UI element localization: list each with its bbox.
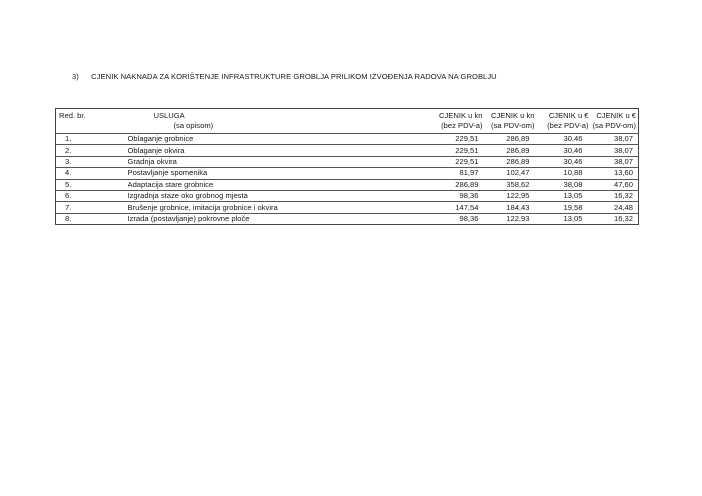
table-row — [56, 156, 639, 167]
row-kn-bez: 229,51 — [431, 134, 485, 145]
row-service: Brušenje grobnice, imitacija grobnice i okvira — [128, 202, 431, 213]
row-eur-sa: 24,48 — [591, 202, 639, 213]
header-kn-sa: CJENIK u kn — [491, 110, 535, 120]
row-number: 2. — [56, 145, 128, 156]
row-eur-sa: 38,07 — [591, 134, 639, 145]
table-row — [56, 202, 639, 213]
header-usluga: USLUGA — [153, 110, 185, 120]
row-number: 5. — [56, 179, 128, 190]
row-kn-sa: 286,89 — [485, 145, 537, 156]
row-number: 8. — [56, 213, 128, 224]
section-title: CJENIK NAKNADA ZA KORIŠTENJE INFRASTRUKTURE GROBLJA PRILIKOM IZVOĐENJA RADOVA NA GROBLJU — [91, 72, 497, 81]
header-eur-bez-sub: (bez PDV-a) — [547, 121, 589, 130]
header-eur-sa: CJENIK u € — [596, 110, 636, 120]
row-number: 4. — [56, 168, 128, 179]
table-row — [56, 190, 639, 201]
section-number: 3) — [72, 72, 79, 81]
row-number: 7. — [56, 202, 128, 213]
header-eur-bez: CJENIK u € — [548, 110, 589, 120]
table-row — [56, 179, 639, 190]
table-header-row — [56, 109, 639, 122]
row-eur-bez: 38,08 — [537, 179, 591, 190]
row-kn-sa: 102,47 — [485, 168, 537, 179]
row-eur-sa: 38,07 — [591, 156, 639, 167]
section-heading — [72, 72, 497, 81]
row-number: 1. — [56, 134, 128, 145]
row-number: 3. — [56, 156, 128, 167]
row-kn-bez: 147,54 — [431, 202, 485, 213]
header-usluga-sub: (sa opisom) — [173, 121, 214, 130]
row-kn-sa: 122,95 — [485, 190, 537, 201]
header-kn-sa-sub: (sa PDV-om) — [491, 121, 535, 130]
row-service: Adaptacija stare grobnice — [128, 179, 431, 190]
row-kn-sa: 286,89 — [485, 156, 537, 167]
row-eur-bez: 13,05 — [537, 213, 591, 224]
row-eur-sa: 13,60 — [591, 168, 639, 179]
row-eur-sa: 47,60 — [591, 179, 639, 190]
row-service: Postavljanje spomenika — [128, 168, 431, 179]
row-kn-sa: 184,43 — [485, 202, 537, 213]
row-kn-bez: 286,89 — [431, 179, 485, 190]
row-eur-bez: 30,46 — [537, 156, 591, 167]
header-kn-bez: CJENIK u kn — [439, 110, 483, 120]
row-kn-bez: 229,51 — [431, 145, 485, 156]
row-kn-bez: 229,51 — [431, 156, 485, 167]
row-kn-sa: 358,62 — [485, 179, 537, 190]
row-eur-sa: 16,32 — [591, 190, 639, 201]
table-row — [56, 213, 639, 224]
row-service: Gradnja okvira — [128, 156, 431, 167]
header-eur-sa-sub: (sa PDV-om) — [592, 121, 636, 130]
table-header-subrow — [56, 121, 639, 134]
price-table — [55, 108, 639, 225]
row-eur-bez: 13,05 — [537, 190, 591, 201]
price-table-body — [56, 109, 639, 225]
row-kn-sa: 122,93 — [485, 213, 537, 224]
header-red-br: Red. br. — [59, 110, 86, 120]
row-kn-bez: 98,36 — [431, 190, 485, 201]
header-kn-bez-sub: (bez PDV-a) — [441, 121, 483, 130]
row-eur-sa: 38,07 — [591, 145, 639, 156]
row-eur-bez: 30,46 — [537, 145, 591, 156]
row-service: Izrada (postavljanje) pokrovne ploče — [128, 213, 431, 224]
row-kn-bez: 81,97 — [431, 168, 485, 179]
row-service: Oblaganje grobnice — [128, 134, 431, 145]
row-service: Oblaganje okvira — [128, 145, 431, 156]
table-row — [56, 145, 639, 156]
row-service: Izgradnja staze oko grobnog mjesta — [128, 190, 431, 201]
row-kn-sa: 286,89 — [485, 134, 537, 145]
row-kn-bez: 98,36 — [431, 213, 485, 224]
row-eur-bez: 30,46 — [537, 134, 591, 145]
row-eur-bez: 19,58 — [537, 202, 591, 213]
row-number: 6. — [56, 190, 128, 201]
row-eur-bez: 10,88 — [537, 168, 591, 179]
row-eur-sa: 16,32 — [591, 213, 639, 224]
header-red-br-sub — [56, 121, 128, 134]
table-row — [56, 168, 639, 179]
table-row — [56, 134, 639, 145]
